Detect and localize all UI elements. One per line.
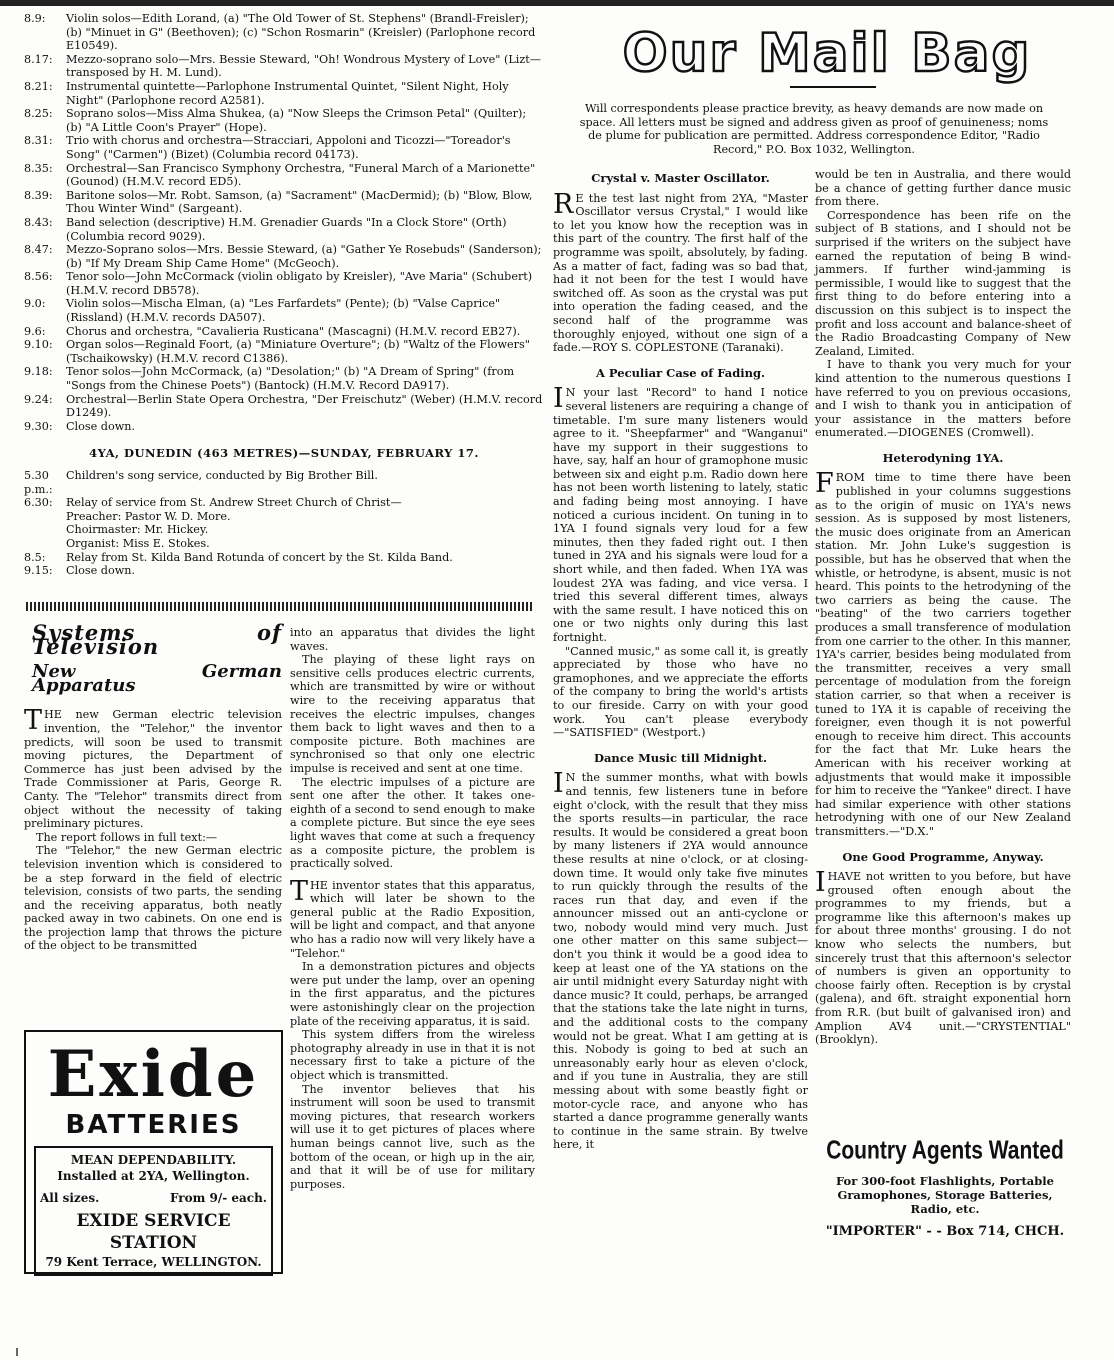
programme-text: Orchestral—Berlin State Opera Orchestra, "Der Freischutz" (Weber) (H.M.V. record D1249). (66, 392, 543, 420)
letter-spacer (553, 1152, 808, 1160)
exide-sizes: All sizes. (40, 1191, 100, 1205)
programme-time: 8.43: (24, 215, 53, 229)
programme-text: Instrumental quintette—Parlophone Instrumental Quintet, "Silent Night, Holy Night" (Parlophone record A2581). (66, 79, 509, 107)
programme-time (24, 510, 66, 524)
programme-text: Orchestral—San Francisco Symphony Orchestra, "Funeral March of a Marionette" (Gounod) (H.M.V. record ED5). (66, 161, 536, 189)
letter-paragraph: I N your last "Record" to hand I notice several listeners are requiring a change of timetable. I'm sure many listeners would agree to it. "Sheepfarmer" and "Wanganui" have my support in their suggestions to have, say, half an hour of gramophone music between six and eight p.m. Radio down here has not been worth listening to lately, static and fading being most annoying. I have noticed a curious incident. On tuning in to 1YA I found signals very loud for a few minutes, then they faded right out. I then tuned in 2YA and his signals were loud for a short while, and then faded. When 1YA was loudest 2YA was fading, and vice versa. I tried this several different times, always with the same result. I have noticed this on one or two nights only during this last fortnight. (553, 383, 808, 644)
article-paragraph: The electric impulses of a picture are sent one after the other. It takes one-eighth of a second to send enough to make a complete picture. But since the eye sees light waves that come at such a frequency as a composite picture, the problem is practically solved. (290, 775, 535, 871)
agents-body: For 300-foot Flashlights, Portable Gramophones, Storage Batteries, Radio, etc. (836, 1174, 1054, 1216)
television-title: Systems of Television (32, 620, 282, 659)
letter-spacer (553, 355, 808, 363)
programme-item (24, 393, 544, 420)
programme-item (24, 162, 544, 189)
article-paragraph: into an apparatus that divides the light waves. (290, 626, 535, 653)
letter-heading: A Peculiar Case of Fading. (595, 365, 766, 380)
letter-heading: Heterodyning 1YA. (882, 450, 1004, 465)
drop-cap: I (553, 768, 564, 800)
programme-text: Choirmaster: Mr. Hickey. (66, 523, 209, 537)
letter-paragraph: R E the test last night from 2YA, "Master Oscillator versus Crystal," I would like to let you know how the reception was in this part of the country. The first half of the programme was spoilt, absolutely, by fading. As a matter of fact, fading was so bad that, had it not been for the test I would have switched off. As soon as the crystal was put into operation the fading ceased, and the second half of the programme was thoroughly enjoyed, without one sign of a fade.—ROY S. COPLESTONE (Taranaki). (553, 188, 808, 355)
country-agents-advertisement (817, 1138, 1073, 1239)
programme-item (24, 80, 544, 107)
programme-text: Trio with chorus and orchestra—Stracciari, Appoloni and Ticozzi—"Toreador's Song" ("Carmen") (Bizet) (Columbia record 04173). (66, 134, 511, 161)
programme-time: 9.10: (24, 338, 53, 352)
programme-time: 8.56: (24, 270, 53, 284)
programme-time: 8.25: (24, 107, 53, 121)
exide-installed: Installed at 2YA, Wellington. (57, 1169, 250, 1183)
top-rule (0, 0, 1114, 6)
programme-item (24, 12, 544, 53)
programme-text: Close down. (66, 419, 136, 433)
letter-heading: One Good Programme, Anyway. (842, 849, 1044, 864)
programme-time: 9.6: (24, 324, 46, 338)
exide-product: BATTERIES (65, 1110, 242, 1140)
letter-paragraph: FROM time to time there have been published in your columns suggestions as to the origin of music on 1YA's news session. As is supposed by most listeners, the music does originate from an American station. Mr. John Luke's suggestion is possible, but has he observed that when the whistle, or hetrodyne, is absent, music is not heard. This points to the hetrodyning of the two carriers as being the cause. The "beating" of the two carriers together produces a small transference of modulation from one carrier to the other. In this manner, 1YA's carrier, besides being modulated from the transmitter, receives a very small percentage of modulation from the foreign station carrier, so that when a receiver is tuned to 1YA it is capable of receiving the foreigner, even though it is not powerful enough to receive him direct. This accounts for the fact that Mr. Luke hears the American with his receiver working at adjustments that would make it impossible for him to receive the "Yankee" direct. I have had similar experience with other stations hetrodyning with one of our New Zealand transmitters.—"D.X." (815, 468, 1071, 838)
television-subtitle: New German Apparatus (32, 661, 282, 696)
programme-text: Tenor solo—John McCormack (violin obligato by Kreisler), "Ave Maria" (Schubert) (H.M.V. record DB578). (66, 270, 533, 297)
programme-item (24, 134, 544, 161)
letter-paragraph: would be ten in Australia, and there would be a chance of getting further dance music from there. (815, 168, 1071, 209)
programme-time: 8.5: (24, 550, 46, 564)
article-paragraph: The report follows in full text:— (36, 830, 218, 844)
exide-advertisement (24, 1030, 283, 1274)
programme-item (24, 564, 544, 578)
programme-time: 9.30: (24, 419, 53, 433)
article-paragraph: THE inventor states that this apparatus, which will later be shown to the general public at the Radio Exposition, will be light and compact, and that anyone who has a radio now will very likely have a "Telehor." (290, 875, 535, 960)
programme-text: Organist: Miss E. Stokes. (66, 536, 210, 550)
programme-time: 8.31: (24, 134, 53, 148)
programme-time: 9.0: (24, 297, 46, 311)
mailbag-masthead: Our Mail Bag (622, 23, 1032, 84)
programme-text: Preacher: Pastor W. D. More. (66, 509, 231, 523)
programme-item (24, 270, 544, 297)
programme-text: Chorus and orchestra, "Cavalieria Rusticana" (Mascagni) (H.M.V. record EB27). (66, 324, 521, 338)
programme-time: 6.30: (24, 496, 53, 510)
programme-4ya-items (24, 469, 544, 578)
programme-item (24, 53, 544, 80)
article-paragraph: The inventor believes that his instrument will soon be used to transmit moving pictures, that research workers will use it to get pictures of places where human beings cannot live, such as the bottom of the ocean, or high up in the air, and that it will be of use for military purposes. (290, 1082, 535, 1191)
programme-time: 8.9: (24, 12, 46, 25)
exide-address: 79 Kent Terrace, WELLINGTON. (45, 1255, 262, 1269)
agents-headline: Country Agents Wanted (826, 1136, 1064, 1165)
article-paragraph: The "Telehor," the new German electric television invention which is considered to be a step forward in the field of electric television, consists of two parts, the sending and the receiving apparatus, both neatly packed away in two cabinets. On one end is the projection lamp that throws the picture of the object to be transmitted (24, 844, 282, 953)
programme-text: Tenor solos—John McCormack, (a) "Desolation;" (b) "A Dream of Spring" (from "Songs from the Chinese Poets") (Bantock) (H.M.V. Record DA917). (66, 365, 515, 393)
exide-price: From 9/- each. (169, 1191, 267, 1205)
exide-logo: Exide (47, 1037, 260, 1112)
agents-address: "IMPORTER" - - Box 714, CHCH. (825, 1224, 1065, 1239)
programme-item (24, 365, 544, 392)
programme-text: Violin solos—Mischa Elman, (a) "Les Farfardets" (Pente); (b) "Valse Caprice" (Rissland) (H.M.V. records DA507). (66, 297, 501, 325)
letter-paragraph: I N the summer months, what with bowls and tennis, few listeners tune in before eight o'clock, with the result that they miss the sports results—in particular, the race results. It would be considered a great boon by many listeners if 2YA would announce these results at nine o'clock, or at closing-down time. It would only take five minutes to run quickly through the results of the races run that day, and even if the announcer missed out an anti-cyclone or two, nobody would mind very much. Just one other matter on this same subject—don't you think it would be a good idea to keep at least one of the YA stations on the air until midnight every Saturday night with dance music? It could, perhaps, be arranged that the stations take the late night in turns, and the additional costs to the company would not be great. What I am getting at is this. Nobody is going to bed at such an unreasonably early hour as eleven o'clock, and if you tune in Australia, they are still messing about with some beastly fight or motor-cycle race, and anyone who has started a dance programme generally wants to continue in the same strain. By twelve here, it (553, 768, 808, 1152)
television-article-col2 (290, 626, 535, 1191)
programme-item (24, 107, 544, 134)
programme-time: 9.15: (24, 564, 53, 578)
programme-text: Children's song service, conducted by Big Brother Bill. (66, 469, 378, 482)
letter-paragraph: "Canned music," as some call it, is greatly appreciated by those who have no gramophones, and we appreciate the efforts of the company to bring the world's artists to our fireside. Carry on with your good work. You can't please everybody—"SATISFIED" (Westport.) (553, 644, 808, 740)
mailbag-intro: Will correspondents please practice brevity, as heavy demands are now made on space. All letters must be signed and address given as proof of genuineness; noms de plume for publication are permitted. Address correspondence Editor, "Radio Record," P.O. Box 1032, Wellington. (579, 102, 1049, 156)
programme-text: Band selection (descriptive) H.M. Grenadier Guards "In a Clock Store" (Orth) (Columbia record 9029). (66, 215, 507, 243)
drop-cap: T (24, 705, 43, 737)
television-article-col1 (24, 618, 282, 953)
programme-time: 9.18: (24, 365, 53, 379)
letter-spacer (553, 740, 808, 748)
margin-mark (16, 1348, 18, 1356)
programme-time: 9.24: (24, 392, 53, 406)
programme-item (24, 297, 544, 324)
programme-listing (24, 12, 544, 578)
letter-spacer (815, 839, 1071, 847)
programme-text: Soprano solos—Miss Alma Shukea, (a) "Now Sleeps the Crimson Petal" (Quilter); (b) "A Little Coon's Prayer" (Hope). (66, 107, 527, 134)
drop-cap: I (553, 383, 564, 415)
letter-spacer (815, 440, 1071, 448)
programme-item (24, 496, 544, 510)
programme-item (24, 189, 544, 216)
exide-details-box (34, 1146, 273, 1276)
article-paragraph: THE new German electric television invention, the "Telehor," the inventor predicts, will soon be used to transmit moving pictures, the Department of Commerce has just been advised by the Trade Commissioner at Paris, George R. Canty. The "Telehor" transmits direct from object without the necessity of taking preliminary pictures. (24, 705, 282, 831)
programme-item (24, 469, 544, 496)
programme-text: Baritone solos—Mr. Robt. Samson, (a) "Sacrament" (MacDermid); (b) "Blow, Blow, Thou Winter Wind" (Sargeant). (66, 188, 533, 216)
programme-time: 5.30 p.m.: (24, 469, 53, 496)
programme-time (24, 523, 66, 537)
exide-station: EXIDE SERVICE STATION (76, 1211, 231, 1253)
programme-item (24, 420, 544, 434)
programme-time: 8.35: (24, 161, 53, 175)
letter-spacer (815, 1047, 1071, 1055)
letter-paragraph: IHAVE not written to you before, but have groused often enough about the programmes to my friends, but a programme like this afternoon's makes up for about three months' grousing. I do not know who selects the numbers, but sincerely trust that this afternoon's selector of numbers is given an opportunity to choose fairly often. Reception is by crystal (galena), and 6ft. straight exponential horn from R.R. (but built of galvanised iron) and Amplion AV4 unit.—"CRYSTENTIAL" (Brooklyn). (815, 867, 1071, 1047)
programme-item (24, 551, 544, 565)
exide-tagline: MEAN DEPENDABILITY. (70, 1153, 237, 1167)
programme-time (24, 537, 66, 551)
letter-paragraph: I have to thank you very much for your kind attention to the numerous questions I have referred to you on previous occasions, and I wish to thank you in anticipation of your assistance in the matters before enumerated.—DIOGENES (Cromwell). (815, 358, 1071, 440)
programme-item (24, 510, 544, 524)
programme-item (24, 243, 544, 270)
programme-text: Violin solos—Edith Lorand, (a) "The Old Tower of St. Stephens" (Brandl-Freisler); (b) "Minuet in G" (Beethoven); (c) "Schon Rosmarin" (Kreisler) (Parlophone record E10549). (66, 12, 536, 53)
programme-time: 8.39: (24, 188, 53, 202)
programme-text: Relay of service from St. Andrew Street Church of Christ— (66, 496, 402, 510)
letter-heading: Dance Music till Midnight. (593, 750, 768, 765)
station-4ya-heading: 4YA, DUNEDIN (463 METRES)—SUNDAY, FEBRUARY 17. (89, 446, 479, 461)
programme-item (24, 325, 544, 339)
programme-text: Relay from St. Kilda Band Rotunda of concert by the St. Kilda Band. (66, 550, 453, 564)
programme-time: 8.47: (24, 243, 53, 257)
programme-item (24, 537, 544, 551)
article-paragraph: In a demonstration pictures and objects were put under the lamp, over an opening in the first apparatus, and the pictures were astonishingly clear on the projection plate of the receiving apparatus, it is said. (290, 960, 535, 1028)
programme-text: Organ solos—Reginald Foort, (a) "Miniature Overture"; (b) "Waltz of the Flowers" (Tschaikowsky) (H.M.V. record C1386). (66, 338, 530, 365)
drop-cap: R (553, 188, 574, 220)
article-paragraph: The playing of these light rays on sensitive cells produces electric currents, which are transmitted by wire or without wire to the receiving apparatus that receives the electric impulses, changes them back to light waves and then to a composite picture. Both machines are synchronised so that only one electric impulse is received and sent at one time. (290, 653, 535, 775)
programme-item (24, 338, 544, 365)
programme-2ya-items (24, 12, 544, 433)
programme-text: Mezzo-soprano solo—Mrs. Bessie Steward, "Oh! Wondrous Mystery of Love" (Lizt—transposed by H. M. Lund). (66, 52, 541, 80)
programme-time: 8.17: (24, 52, 53, 66)
masthead-underline (790, 86, 876, 88)
mailbag-column-right (815, 168, 1071, 1055)
programme-text: Mezzo-Soprano solos—Mrs. Bessie Steward, (a) "Gather Ye Rosebuds" (Sanderson); (b) "If My Dream Ship Came Home" (McGeoch). (66, 243, 542, 270)
drop-cap: T (290, 875, 309, 907)
programme-text: Close down. (66, 564, 136, 578)
programme-time: 8.21: (24, 79, 53, 93)
article-paragraph: This system differs from the wireless photography already in use in that it is not necessary first to take a picture of the object which is transmitted. (290, 1028, 535, 1082)
exide-price-row (40, 1190, 267, 1206)
letter-paragraph: Correspondence has been rife on the subject of B stations, and I should not be surprised if the writers on the subject have earned the reputation of being B wind-jammers. If further wind-jamming is permissible, I would like to suggest that the first thing to do before entering into a discussion on this subject is to inspect the profit and loss account and balance-sheet of the Radio Broadcasting Company of New Zealand, Limited. (815, 208, 1071, 358)
drop-cap: I (815, 867, 826, 899)
programme-item (24, 216, 544, 243)
drop-cap: F (815, 468, 834, 500)
decorative-rule (26, 602, 534, 611)
programme-item (24, 523, 544, 537)
letter-heading: Crystal v. Master Oscillator. (591, 171, 770, 185)
mailbag-column-left (553, 168, 808, 1160)
